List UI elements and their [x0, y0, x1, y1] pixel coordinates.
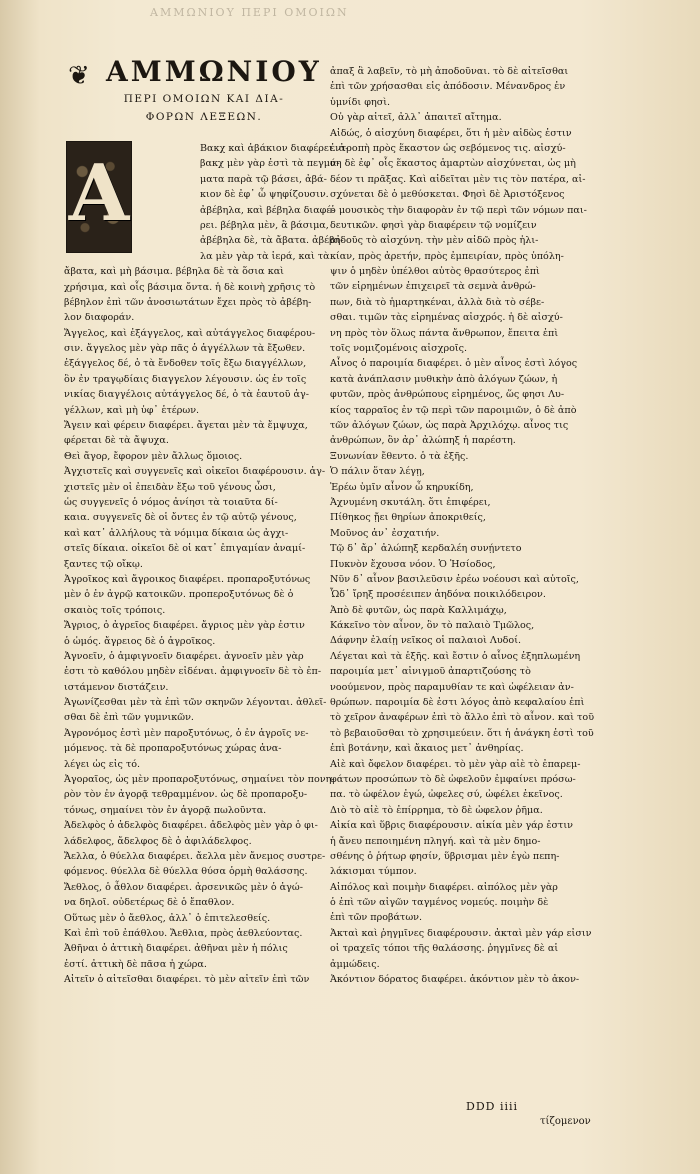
text-line: Αἰκία καὶ ὕβρις διαφέρουσιν. αἰκία μὲν γάρ ἐστιν — [330, 820, 573, 832]
text-line: Οὕτως μὲν ὁ ἄεθλος, ἀλλ᾽ ὁ ἐπιτελεσθείς. — [64, 912, 271, 924]
text-line: Ἄγγελος, καὶ ἐξάγγελος, καὶ αὐτάγγελος διαφέρου- — [64, 327, 316, 339]
text-line: λάδελφος, ἄδελφος δὲ ὁ ἀφιλάδελφος. — [64, 835, 252, 847]
text-line: νοούμενον, πρὸς παραμυθίαν τε καὶ ὠφέλειαν ἀν- — [330, 681, 574, 693]
text-line: Ἀπὸ δὲ φυτῶν, ὡς παρὰ Καλλιμάχῳ, — [330, 604, 507, 616]
text-line: οἱ τραχεῖς τόποι τῆς θαλάσσης. ῥηγμῖνες δὲ αἱ — [330, 943, 559, 955]
text-line: γέλλων, καὶ μὴ ὑφ᾽ ἑτέρων. — [64, 404, 200, 416]
text-line: ἐπὶ τῶν προβάτων. — [330, 912, 423, 924]
text-line: να δηλοῖ. οὐδετέρως δὲ ὁ ἔπαθλον. — [64, 897, 235, 909]
text-line: ἐπὶ τῶν χρήσασθαι εἰς ἀπόδοσιν. Μένανδρος ἐν — [330, 81, 566, 93]
text-line: ρὸν τὸν ἐν ἀγορᾷ τεθραμμένον. ὡς δὲ προπαροξυ- — [64, 789, 308, 801]
text-line: Νῦν δ᾽ αἶνον βασιλεῦσιν ἐρέω νοέουσι καὶ αὐτοῖς, — [330, 573, 579, 585]
text-line: ἡ ἄνευ πεποιημένη πληγή. καὶ τὰ μὲν δημο- — [330, 835, 541, 847]
text-line: Μοῦνος ἀν᾽ ἐσχατιήν. — [330, 527, 440, 539]
text-line: ὑμνίδι φησὶ. — [330, 96, 391, 108]
text-line: Ἀγρονόμος ἐστὶ μὲν παροξυτόνως, ὁ ἐν ἀγροῖς νε- — [64, 727, 309, 739]
text-line: ἀπαξ ἃ λαβεῖν, τὸ μὴ ἀποδοῦναι. τὸ δὲ αἰτεῖσθαι — [330, 66, 569, 77]
text-line: λάκισμαι τύμπον. — [330, 866, 417, 878]
show-through-running-head: ΑΜΜΩΝΙΟΥ ΠΕΡΙ ΟΜΟΙΩΝ — [150, 6, 349, 19]
text-line: ἐξάγγελος δέ, ὁ τὰ ἔνδοθεν τοῖς ἔξω διαγγέλλων, — [64, 358, 307, 370]
text-line: χιστεῖς μὲν οἱ ἐπειδὰν ἔξω τοῦ γένους ὦσι, — [64, 481, 276, 493]
text-line: σθένης ὁ ῥήτωρ φησίν, ὕβρισμαι μὲν ἐγὼ πεπη- — [330, 850, 560, 862]
subtitle-line-2: ΦΟΡΩΝ ΛΕΞΕΩΝ. — [145, 111, 263, 123]
text-line: αἰδοῦς τὸ αἰσχύνη. τὴν μὲν αἰδῶ πρὸς ἡλι- — [330, 235, 539, 247]
text-line: κατὰ ἀνάπλασιν μυθικὴν ἀπὸ ἀλόγων ζώων, ἡ — [330, 373, 558, 385]
text-line: ὁ μουσικὸς τὴν διαφορὰν ἐν τῷ περὶ τῶν νόμων παι- — [330, 204, 587, 216]
text-line: φέρεται δὲ τὰ ἄψυχα. — [64, 435, 169, 447]
text-line: Αἰὲ καὶ ὄφελον διαφέρει. τὸ μὲν γὰρ αἰὲ τὸ ἐπαρεμ- — [330, 758, 581, 770]
text-line: Θεὶ ἄγορ, ἔφορον μὲν ἄλλως ὅμοιος. — [64, 450, 243, 462]
text-line: τόνως, σημαίνει τὸν ἐν ἀγορᾷ πωλοῦντα. — [64, 804, 267, 816]
text-line: σκαιὸς τοῖς τρόποις. — [64, 604, 166, 616]
text-line: χρήσιμα, καὶ οἷς βάσιμα ὄντα. ἡ δὲ κοινὴ χρῆσις τὸ — [64, 281, 316, 293]
text-line: Ἀκταὶ καὶ ῥηγμῖνες διαφέρουσιν. ἀκταὶ μὲν γάρ εἰσιν — [330, 927, 592, 939]
text-line: λα μὲν γὰρ τὰ ἱερά, καὶ τὰ — [200, 250, 330, 262]
text-line: Διὸ τὸ αἰὲ τὸ ἐπίρρημα, τὸ δὲ ὠφελον ῥῆμα. — [330, 804, 543, 816]
text-line: σιν. ἄγγελος μὲν γὰρ πᾶς ὁ ἀγγέλλων τὰ ἔξωθεν. — [64, 343, 306, 355]
text-line: Οὐ γὰρ αἰτεῖ, ἀλλ᾽ ἀπαιτεῖ αἴτημα. — [330, 112, 502, 124]
text-line: πων, διὰ τὸ ἡμαρτηκέναι, ἀλλὰ διὰ τὸ σέβε- — [330, 296, 545, 308]
text-line: Πυκνὸν ἔχουσα νόον. Ὁ Ἡσίοδος, — [330, 558, 496, 570]
text-line: Καὶ ἐπὶ τοῦ ἐπάθλου. Ἄεθλια, πρὸς ἀεθλεύοντας. — [64, 927, 303, 939]
text-line: ὁ ἐπὶ τῶν αἰγῶν ταγμένος νομεύς. ποιμὴν δὲ — [330, 897, 549, 909]
text-line: βακχ μὲν γὰρ ἐστὶ τὰ πεγμά- — [200, 158, 340, 170]
text-line: βέβηλον ἐπὶ τῶν ἀνοσιωτάτων ἔχει πρὸς τὸ ἀβέβη- — [64, 296, 312, 308]
right-text-column — [330, 64, 598, 987]
text-line: ἀνθρώπων, ὃν ἀρ᾽ ἀλώπηξ ἡ παρέστη. — [330, 435, 516, 447]
text-line: λον διαφοράν. — [64, 312, 135, 324]
text-line: Ἀγοραῖος, ὡς μὲν προπαροξυτόνως, σημαίνει τὸν πονη- — [64, 774, 335, 786]
text-line: ψιν ὁ μηδὲν ὑπέλθοι αὐτὸς θρασύτερος ἐπὶ — [330, 266, 540, 278]
text-line: ἀβέβηλα δὲ, τὰ ἄβατα. ἀβέβη- — [200, 235, 344, 247]
text-line: ἀμμώδεις. — [330, 958, 380, 970]
catchword: τίζομενον — [540, 1116, 591, 1127]
text-line: Ἀγχιστεῖς καὶ συγγενεῖς καὶ οἰκεῖοι διαφέρουσιν. ἀγ- — [64, 466, 326, 478]
text-line: μὲν ὁ ἐν ἀγρῷ κατοικῶν. προπεροξυτόνως δὲ ὁ — [64, 589, 294, 601]
text-line: ἀβέβηλα, καὶ βέβηλα διαφέ- — [200, 204, 335, 216]
text-line: δευτικῶν. φησὶ γὰρ διαφέρειν τῷ νομίζειν — [330, 219, 537, 231]
text-line: Ὧδ᾽ ἴρηξ προσέειπεν ἀηδόνα ποικιλόδειρον. — [330, 589, 546, 601]
text-line: Λέγεται καὶ τὰ ἑξῆς. καὶ ἔστιν ὁ αἶνος ἐξηπλωμένη — [330, 650, 581, 662]
text-line: νη πρὸς τὸν ὅλως πάντα ἄνθρωπον, ἔπειτα ἐπὶ — [330, 327, 559, 339]
text-line: ἄβατα, καὶ μὴ βάσιμα. βέβηλα δὲ τὰ ὅσια καὶ — [64, 266, 284, 278]
page-header — [68, 55, 320, 135]
subtitle-line-1: ΠΕΡΙ ΟΜΟΙΩΝ ΚΑΙ ΔΙΑ- — [123, 93, 285, 105]
text-line: σθαι δὲ ἐπὶ τῶν γυμνικῶν. — [64, 712, 194, 724]
text-line: Ξυνωνίαν ἔθεντο. ὁ τὰ ἑξῆς. — [330, 450, 469, 462]
text-line: τὸ βεβαιοῦσθαι τὸ χρησιμεύειν. ὅτι ἡ ἀνάγκη ἐστὶ τοῦ — [330, 727, 594, 739]
text-line: λέγει ὡς εἰς τό. — [64, 758, 141, 770]
text-line: καὶ κατ᾽ ἀλλήλους τὰ νόμιμα δίκαια ὡς ἀγχι- — [64, 527, 289, 539]
text-line: φάτων προσώπων τὸ δὲ ὠφελοῦν ἐμφαίνει πρόσω- — [330, 773, 576, 785]
text-line: Ἄελλα, ὁ θύελλα διαφέρει. ἄελλα μὲν ἄνεμος συστρε- — [64, 850, 326, 862]
text-line: Αἰπόλος καὶ ποιμὴν διαφέρει. αἰπόλος μὲν γὰρ — [330, 881, 558, 893]
text-line: ἐντροπὴ πρὸς ἕκαστον ὡς σεβόμενος τις. αἰσχύ- — [330, 142, 566, 154]
text-line: τῶν εἰρημένων ἐπιχειρεῖ τὰ σεμνὰ ἀνθρώ- — [330, 281, 536, 293]
text-line: σθαι. τιμῶν τὰς εἰρημένας αἰσχρός. ἡ δὲ αἰσχύ- — [330, 312, 563, 324]
text-line: κιον δὲ ἐφ᾽ ὧ ψηφίζουσιν. — [200, 189, 329, 201]
text-line: πα. τὸ ὠφέλον ἐγώ, ὠφελες σύ, ὠφέλει ἐκεῖνος. — [330, 789, 563, 801]
text-line: μόμενος. τὰ δὲ προπαροξυτόνως χώρας ἀνα- — [64, 743, 282, 755]
text-line: ὁ ὠμός. ἄγρειος δὲ ὁ ἀγροῖκος. — [64, 635, 216, 647]
text-line: φόμενος. θύελλα δὲ θύελλα θύσα ὁρμὴ θαλάσσης. — [64, 866, 308, 878]
text-line: Ἀγνοεῖν, ὁ ἀμφιγνοεῖν διαφέρει. ἀγνοεῖν μὲν γὰρ — [64, 650, 304, 662]
text-line: στεῖς δίκαια. οἰκεῖοι δὲ οἱ κατ᾽ ἐπιγαμίαν ἀναμί- — [64, 543, 306, 555]
text-line: ἐστί. ἀττικὴ δὲ πᾶσα ἡ χώρα. — [64, 958, 207, 970]
text-line: νικίας διαγγέλοις αὐτάγγελος δέ, ὁ τὰ ἑαυτοῦ ἀγ- — [64, 389, 309, 401]
text-line: Ἀγροῖκος καὶ ἄγροικος διαφέρει. προπαροξυτόνως — [64, 573, 311, 585]
text-line: ματα παρὰ τῷ βάσει, ἀβά- — [200, 173, 327, 185]
text-line: κίαν, πρὸς ἀρετήν, πρὸς ἐμπειρίαν, πρὸς ὑπόλη- — [330, 250, 564, 262]
text-line: Πίθηκος ᾔει θηρίων ἀποκριθείς, — [330, 512, 486, 524]
text-line: ὡς συγγενεῖς ὁ νόμος ἀνίησι τὰ τοιαῦτα δί- — [64, 496, 278, 508]
text-line: Βακχ καὶ ἀβάκιον διαφέρει. ἀ- — [200, 143, 349, 154]
text-line: Αἰτεῖν ὁ αἰτεῖσθαι διαφέρει. τὸ μὲν αἰτεῖν ἐπὶ τῶν — [64, 974, 310, 986]
text-line: Ἀχνυμένη σκυτάλη. ὅτι ἐπιφέρει, — [330, 496, 491, 508]
text-line: Αἶνος ὁ παροιμία διαφέρει. ὁ μὲν αἶνος ἐστὶ λόγος — [330, 358, 578, 370]
text-line: ρει. βέβηλα μὲν, ἃ βάσιμα, — [200, 219, 329, 231]
text-line: ὃν ἐν τραγῳδίαις διαγγελον λέγουσιν. ὡς ἐν τοῖς — [64, 373, 307, 385]
left-text-column — [64, 141, 349, 987]
page-title: ΑΜΜΩΝΙΟΥ — [106, 55, 322, 88]
text-line: Ἀγωνίζεσθαι μὲν τὰ ἐπὶ τῶν σκηνῶν λέγονται. ἀθλεῖ- — [64, 697, 327, 709]
text-line: τοῖς νομιζομένοις αἰσχροῖς. — [330, 343, 468, 355]
text-line: Τῷ δ᾽ ἄρ᾽ ἀλώπηξ κερδαλέη συνῄντετο — [330, 543, 522, 555]
text-line: Ἀδελφὸς ὁ ἀδελφὸς διαφέρει. ἀδελφὸς μὲν γὰρ ὁ φι- — [64, 820, 318, 832]
text-line: Ἄεθλος, ὁ ἆθλον διαφέρει. ἀρσενικῶς μὲν ὁ ἀγώ- — [64, 881, 303, 893]
text-line: Ἐρέω ὑμῖν αἶνον ὦ κηρυκίδη, — [330, 481, 474, 493]
text-line: Ἀκόντιον δόρατος διαφέρει. ἀκόντιον μὲν τὸ ἀκον- — [330, 974, 580, 986]
text-line: κίος ταρραῖος ἐν τῷ περὶ τῶν παροιμιῶν, ὁ δὲ ἀπὸ — [330, 404, 577, 416]
fleuron-ornament-icon: ❦ — [68, 61, 90, 91]
text-line: ἐπὶ βοτάνην, καὶ ἄκαιος μετ᾽ ἀνθηρίας. — [330, 743, 524, 755]
text-line: καια. συγγενεῖς δὲ οἱ ὄντες ἐν τῷ αὐτῷ γένους, — [64, 512, 297, 524]
initial-letter: A — [68, 148, 130, 239]
text-line: Δάφνην ἐλαίῃ νεῖκος οἱ παλαιοὶ Λυδοί. — [330, 635, 522, 647]
text-line: τῶν ἀλόγων ζώων, ὡς παρὰ Ἀρχιλόχῳ. αἶνος τις — [330, 419, 569, 431]
text-line: Ὁ πάλιν ὅταν λέγῃ, — [330, 466, 425, 478]
text-line: παροιμία μετ᾽ αἰνιγμοῦ ἀπαρτιζούσης τὸ — [330, 666, 531, 678]
text-line: ἐστι τὸ καθόλου μηδὲν εἰδέναι. ἀμφιγνοεῖν δὲ τὸ ἐπ- — [64, 666, 322, 678]
text-line: Κάκεῖνο τὸν αἶνον, ὃν τὸ παλαιὸ Τμῶλος, — [330, 620, 535, 632]
text-line: ιστάμενον διστάζειν. — [64, 681, 169, 693]
text-line: Ἀθῆναι ὁ ἀττικὴ διαφέρει. ἀθῆναι μὲν ἡ πόλις — [64, 943, 288, 955]
text-line: Αἰδώς, ὁ αἰσχύνη διαφέρει, ὅτι ἡ μὲν αἰδὼς ἐστιν — [330, 127, 572, 139]
text-line: φυτῶν, πρὸς ἀνθρώπους εἰρημένος, ὥς φησι Λυ- — [330, 389, 565, 401]
text-line: τὸ χεῖρον ἀναφέρων ἐπὶ τὸ ἄλλο ἐπὶ τὸ αἶνον. καὶ τοῦ — [330, 712, 595, 724]
text-line: νη δὲ ἐφ᾽ οἷς ἕκαστος ἁμαρτὼν αἰσχύνεται, ὡς μὴ — [330, 158, 576, 170]
signature-mark: DDD iiii — [466, 1100, 519, 1113]
text-line: σχύνεται δὲ ὁ μεθύσκεται. Φησὶ δὲ Ἀριστόξενος — [330, 189, 565, 201]
text-line: θρώπων. παροιμία δὲ ἐστι λόγος ἀπὸ κεφαλαίου ἐπὶ — [330, 697, 585, 709]
text-line: ξαντες τῷ οἴκῳ. — [64, 558, 143, 570]
text-line: δέον τι πρᾶξας. Καὶ αἰδεῖται μὲν τις τὸν πατέρα, αἰ- — [330, 173, 586, 185]
text-line: Ἄγριος, ὁ ἀγρεῖος διαφέρει. ἄγριος μὲν γὰρ ἐστιν — [64, 620, 305, 632]
text-line: Ἄγειν καὶ φέρειν διαφέρει. ἄγεται μὲν τὰ ἔμψυχα, — [64, 420, 308, 432]
